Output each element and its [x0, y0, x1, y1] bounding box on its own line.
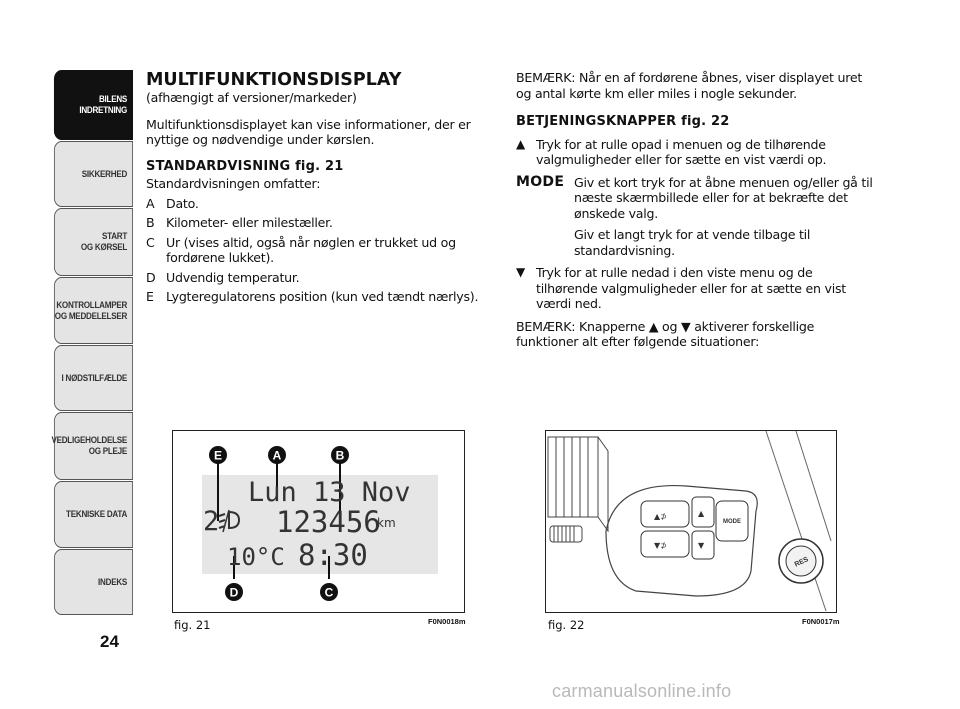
up-button-text: Tryk for at rulle opad i menuen og de tilhørende valgmuligheder eller for sætte en vist værdi op. [536, 136, 827, 167]
down-button-text: Tryk for at rulle nedad i den viste menu og de tilhørende valgmuligheder eller for at sætte en vist værdi ned. [536, 265, 846, 311]
tab-label: KONTROLLAMPER OG MEDDELELSER [54, 299, 128, 322]
down-button[interactable] [692, 531, 714, 559]
vent-grille [548, 437, 608, 531]
watermark: carmanualsonline.info [552, 681, 732, 701]
intro-text: Multifunktionsdisplayet kan vise informationer, der er nyttige og nødvendige under kørslen. [146, 116, 471, 147]
svg-text:▼: ▼ [698, 541, 705, 550]
lcd-unit: km [377, 516, 396, 530]
section-heading-betjeningsknapper: BETJENINGSKNAPPER fig. 22 [516, 114, 730, 129]
list-text: Ur (vises altid, også når nøglen er trukket ud og fordørene lukket). [166, 234, 456, 265]
mode-key-label: MODE [516, 173, 565, 190]
svg-text:A: A [272, 448, 282, 463]
tab-tekniske-data[interactable] [54, 481, 133, 548]
list-item [146, 235, 491, 266]
svg-text:MODE: MODE [723, 519, 741, 525]
callout-b [331, 446, 349, 464]
list-text: Kilometer- eller milestæller. [166, 215, 333, 230]
page-title: MULTIFUNKTIONSDISPLAY [146, 70, 402, 90]
down-button-description [516, 265, 876, 312]
svg-text:E: E [213, 448, 223, 463]
subtitle: (afhængigt af versioner/markeder) [146, 90, 357, 105]
svg-text:B: B [335, 448, 345, 463]
display-illustration [173, 431, 464, 612]
mode-button-text-long: Giv et langt tryk for at vende tilbage til standardvisning. [574, 227, 811, 258]
mode-button-text: Giv et kort tryk for at åbne menuen og/eller gå til næste skærmbillede eller for at bekræfte det ønskede valg. [574, 174, 873, 221]
list-key: A [146, 195, 155, 211]
tab-vedligeholdelse[interactable] [51, 412, 133, 480]
list-item [146, 196, 491, 212]
list-text: Udvendig temperatur. [166, 269, 300, 285]
list-item [146, 289, 491, 305]
list-item [146, 270, 491, 286]
list-text: Dato. [166, 195, 199, 211]
down-arrow-icon: ▼ [516, 265, 525, 279]
tab-kontrollamper[interactable] [54, 277, 133, 344]
list-key: C [146, 234, 155, 250]
fig21-caption: fig. 21 [174, 618, 211, 632]
svg-text:C: C [324, 585, 334, 600]
section-heading-standardvisning: STANDARDVISNING fig. 21 [146, 158, 344, 174]
list-text: Lygteregulatorens position (kun ved tændt nærlys). [166, 289, 479, 304]
tab-start-og-korsel[interactable] [54, 208, 133, 276]
lamp-up-button[interactable] [641, 501, 689, 527]
svg-text:▲⊅: ▲⊅ [654, 512, 667, 521]
lcd-clock: 8:30 [298, 538, 368, 572]
list-key: E [146, 289, 154, 304]
callout-c [320, 583, 338, 601]
res-knob[interactable] [779, 539, 823, 583]
dashboard-illustration [546, 431, 836, 612]
fig22-code: F0N0017m [802, 617, 840, 626]
list-key: B [146, 215, 155, 230]
tab-bilens-indretning[interactable] [54, 70, 133, 140]
right-column [516, 70, 876, 350]
up-button[interactable] [692, 497, 714, 527]
up-button-description [516, 137, 876, 168]
up-arrow-icon: ▲ [516, 136, 525, 151]
left-column [146, 70, 491, 305]
callout-e [209, 446, 227, 464]
tab-sikkerhed[interactable] [54, 141, 133, 207]
mode-button[interactable] [716, 501, 748, 541]
svg-text:RES: RES [793, 556, 810, 569]
page-number: 24 [100, 632, 119, 651]
lead-text: Standardvisningen omfatter: [146, 176, 321, 191]
svg-text:▲: ▲ [698, 509, 705, 518]
lcd-date: Lun 13 Nov [248, 477, 411, 508]
dash-wheel [550, 526, 582, 542]
figure-22-buttons [545, 430, 837, 613]
lcd-lamp-level: 2 [203, 506, 220, 537]
lcd-temperature: 10°C [227, 543, 285, 571]
tab-label: TEKNISKE DATA [66, 509, 128, 520]
tab-label: INDEKS [98, 576, 128, 588]
fig21-code: F0N0018m [428, 617, 466, 626]
note-buttons: BEMÆRK: Knapperne ▲ og ▼ aktiverer forskellige funktioner alt efter følgende situationer: [516, 318, 815, 349]
list-key: D [146, 269, 156, 285]
mode-button-description [516, 175, 876, 222]
tab-label: VEDLIGEHOLDELSE OG PLEJE [51, 435, 128, 457]
fig22-caption: fig. 22 [548, 618, 585, 632]
tab-label: BILENS INDRETNING [79, 94, 128, 116]
lcd-odometer: 123456 [276, 505, 381, 539]
figure-21-display [172, 430, 465, 613]
tab-nodstilfaelde[interactable] [54, 345, 133, 411]
callout-d [225, 583, 243, 601]
tab-label: SIKKERHED [81, 168, 128, 180]
lamp-down-button[interactable] [641, 531, 689, 557]
svg-text:D: D [229, 585, 239, 600]
tab-label: I NØDSTILFÆLDE [61, 372, 128, 384]
panel-edge [766, 431, 826, 611]
panel-edge [796, 431, 831, 541]
tab-indeks[interactable] [54, 549, 133, 615]
callout-a [268, 446, 286, 464]
svg-text:▼⊅: ▼⊅ [654, 541, 667, 550]
note-doors: BEMÆRK: Når en af fordørene åbnes, viser displayet uret og antal kørte km eller miles i nogle sekunder. [516, 70, 863, 101]
list-item [146, 215, 491, 231]
tab-label: START OG KØRSEL [80, 231, 128, 253]
